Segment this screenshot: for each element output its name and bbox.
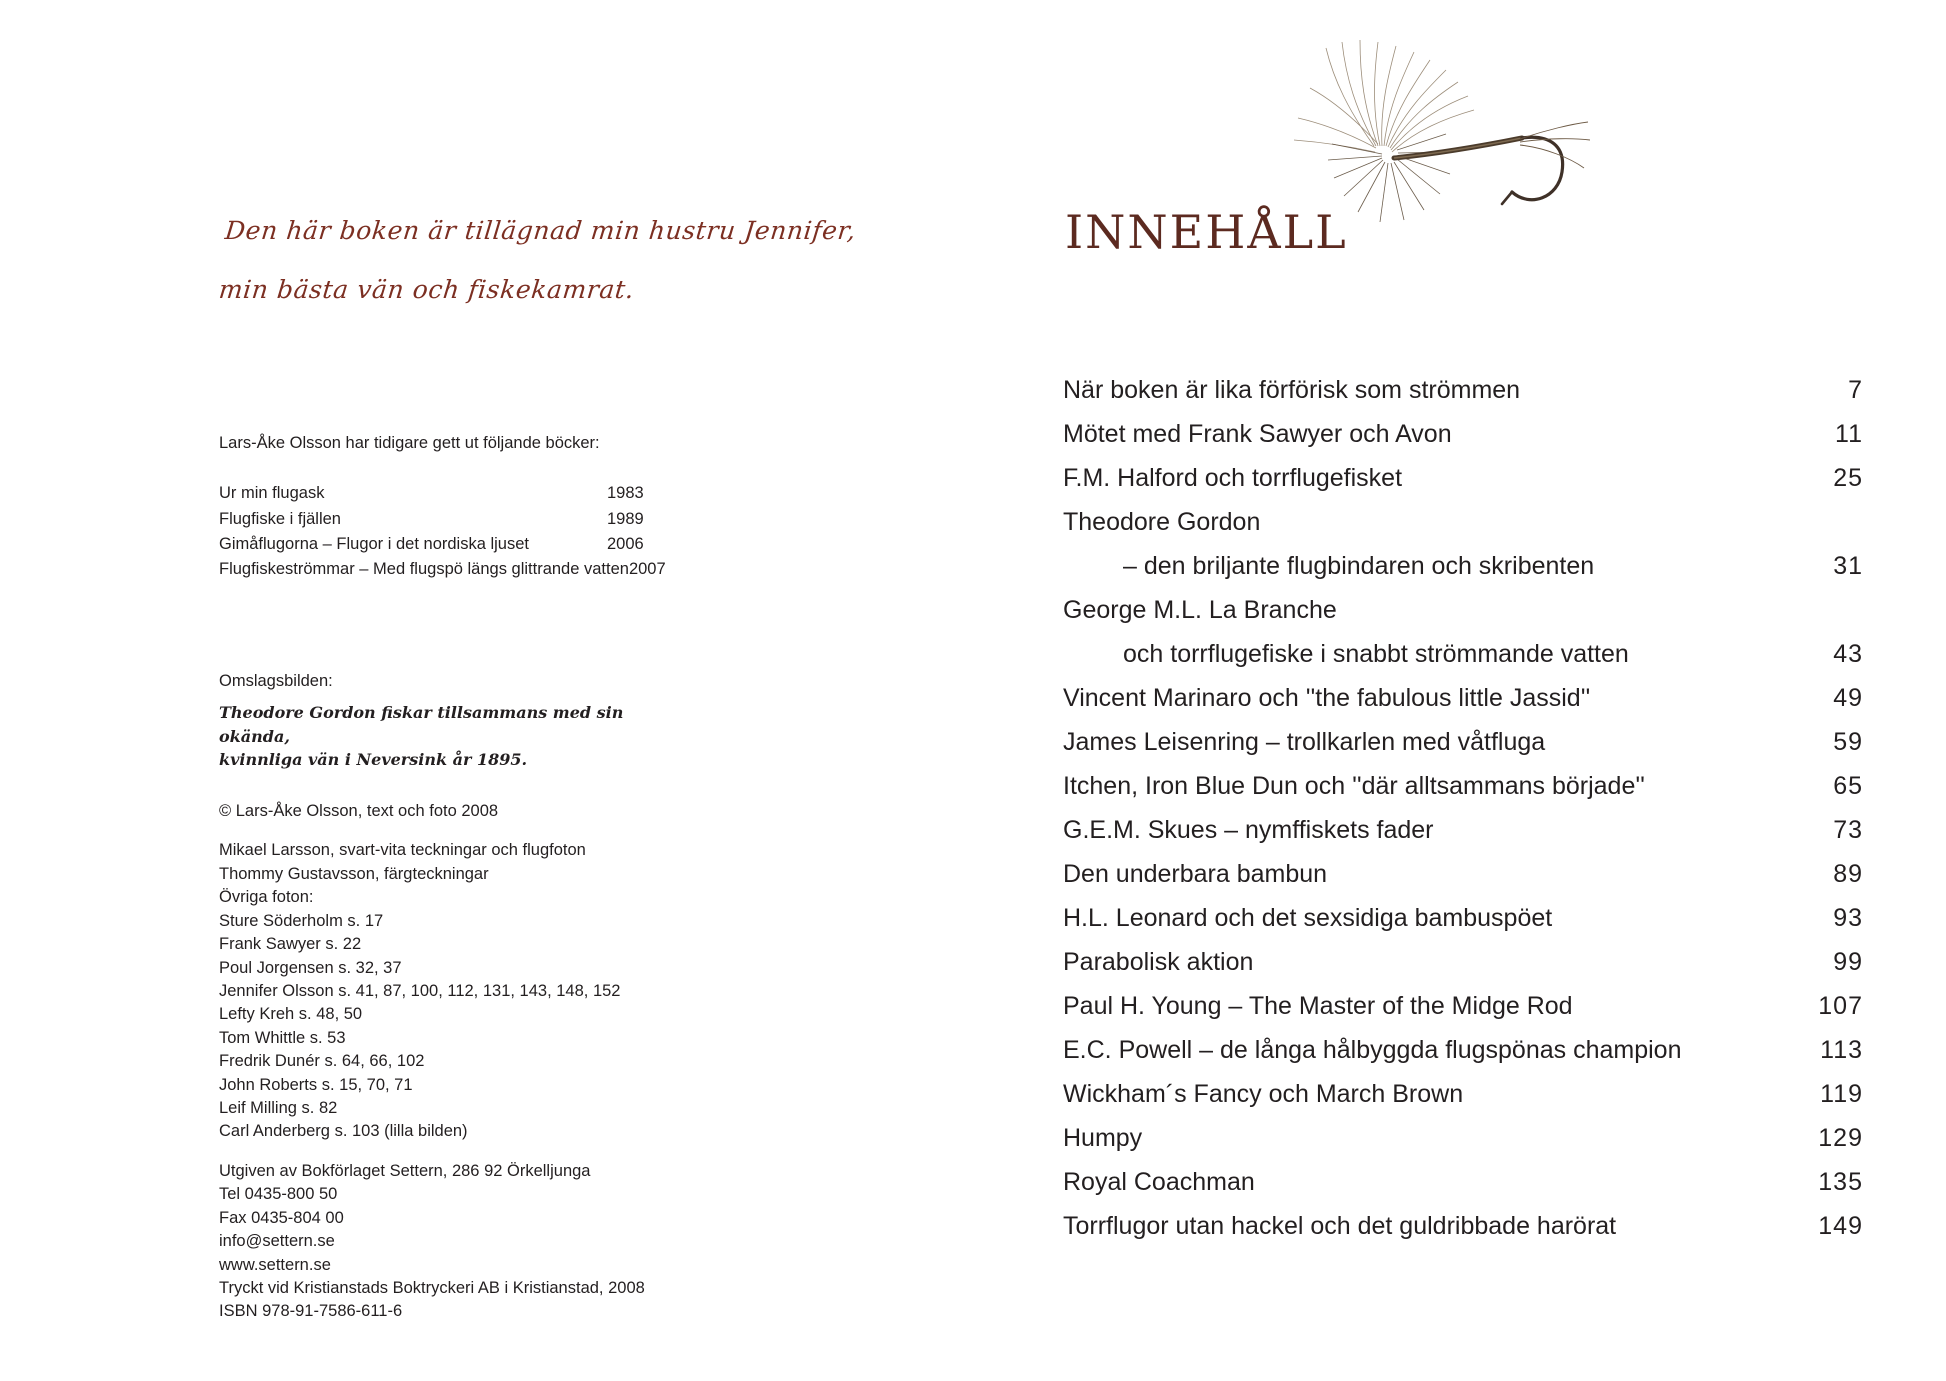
toc-entry-page: 113 <box>1820 1035 1863 1064</box>
photos-label: Övriga foton: <box>219 888 314 907</box>
book-list-item <box>219 557 666 582</box>
toc-entry-title: Mötet med Frank Sawyer och Avon <box>1063 419 1452 448</box>
toc-entry[interactable] <box>1063 456 1863 500</box>
photo-credit: Tom Whittle s. 53 <box>219 1028 346 1047</box>
toc-entry[interactable] <box>1063 940 1863 984</box>
photo-credit: Leif Milling s. 82 <box>219 1099 338 1118</box>
toc-entry-title: H.L. Leonard och det sexsidiga bambuspöet <box>1063 903 1553 932</box>
illustrator-line: Mikael Larsson, svart-vita teckningar och flugfoton <box>219 841 586 860</box>
toc-entry-page: 119 <box>1820 1079 1863 1108</box>
book-list-item <box>219 481 659 506</box>
book-year: 1983 <box>607 484 644 503</box>
right-page <box>973 0 1946 1381</box>
table-of-contents <box>1063 368 1863 1248</box>
toc-entry-title: Vincent Marinaro och ''the fabulous little Jassid'' <box>1063 683 1591 712</box>
toc-entry[interactable] <box>1063 984 1863 1028</box>
book-title: Flugfiske i fjällen <box>219 509 341 528</box>
toc-entry[interactable] <box>1063 632 1863 676</box>
book-year: 1989 <box>607 509 644 528</box>
toc-entry[interactable] <box>1063 588 1863 632</box>
toc-entry-title: E.C. Powell – de långa hålbyggda flugspönas champion <box>1063 1035 1682 1064</box>
publisher-line: Utgiven av Bokförlaget Settern, 286 92 Örkelljunga <box>219 1161 591 1180</box>
toc-entry-title: G.E.M. Skues – nymffiskets fader <box>1063 815 1434 844</box>
publisher-fax: Fax 0435-804 00 <box>219 1208 344 1227</box>
credits-block <box>219 800 779 1324</box>
publisher-website: www.settern.se <box>219 1255 331 1274</box>
toc-entry-title: James Leisenring – trollkarlen med våtfluga <box>1063 727 1546 756</box>
toc-entry-page: 107 <box>1818 991 1863 1020</box>
toc-entry-title: George M.L. La Branche <box>1063 595 1337 624</box>
toc-entry[interactable] <box>1063 1116 1863 1160</box>
toc-entry-page: 25 <box>1833 463 1863 492</box>
toc-entry[interactable] <box>1063 1028 1863 1072</box>
toc-entry-page: 135 <box>1818 1167 1863 1196</box>
toc-entry[interactable] <box>1063 676 1863 720</box>
page-title-text: INNEHÅLL <box>1065 205 1348 259</box>
toc-entry-title: Humpy <box>1063 1123 1143 1152</box>
publisher-email: info@settern.se <box>219 1232 335 1251</box>
toc-entry-title: Den underbara bambun <box>1063 859 1328 888</box>
photo-credit: Frank Sawyer s. 22 <box>219 935 362 954</box>
spacer <box>219 823 779 839</box>
page-title <box>1065 205 1348 259</box>
book-year: 2006 <box>607 534 644 553</box>
toc-entry-title: Theodore Gordon <box>1063 507 1261 536</box>
photo-credit: Fredrik Dunér s. 64, 66, 102 <box>219 1052 425 1071</box>
toc-entry-page: 65 <box>1833 771 1863 800</box>
toc-entry-page: 93 <box>1833 903 1863 932</box>
toc-entry-page: 73 <box>1833 815 1863 844</box>
toc-entry-title: – den briljante flugbindaren och skribenten <box>1123 551 1595 580</box>
photo-credit: Carl Anderberg s. 103 (lilla bilden) <box>219 1122 468 1141</box>
toc-entry-title: Royal Coachman <box>1063 1167 1255 1196</box>
toc-entry-page: 11 <box>1835 419 1863 448</box>
toc-entry-page: 7 <box>1848 375 1863 404</box>
cover-note-line-1: Theodore Gordon fiskar tillsammans med sin okända, <box>219 703 624 746</box>
toc-entry[interactable] <box>1063 500 1863 544</box>
illustrator-line: Thommy Gustavsson, färgteckningar <box>219 864 489 883</box>
toc-entry[interactable] <box>1063 368 1863 412</box>
toc-entry[interactable] <box>1063 896 1863 940</box>
photo-credit: Jennifer Olsson s. 41, 87, 100, 112, 131, 143, 148, 152 <box>219 981 621 1000</box>
toc-entry[interactable] <box>1063 412 1863 456</box>
toc-entry[interactable] <box>1063 544 1863 588</box>
toc-entry-title: Torrflugor utan hackel och det guldribbade harörat <box>1063 1211 1617 1240</box>
book-list-item <box>219 507 659 532</box>
toc-entry-page: 149 <box>1818 1211 1863 1240</box>
toc-entry[interactable] <box>1063 1160 1863 1204</box>
toc-entry[interactable] <box>1063 1204 1863 1248</box>
toc-entry-page: 59 <box>1833 727 1863 756</box>
isbn-line: ISBN 978-91-7586-611-6 <box>219 1302 403 1321</box>
book-title: Flugfiskeströmmar – Med flugspö längs glittrande vatten <box>219 559 629 578</box>
toc-entry[interactable] <box>1063 852 1863 896</box>
book-title: Ur min flugask <box>219 484 325 503</box>
previous-books-section <box>219 432 689 582</box>
toc-entry[interactable] <box>1063 1072 1863 1116</box>
toc-entry-title: När boken är lika förförisk som strömmen <box>1063 375 1521 404</box>
toc-entry-page: 49 <box>1833 683 1863 712</box>
toc-entry-title: Parabolisk aktion <box>1063 947 1254 976</box>
cover-note-label: Omslagsbilden: <box>219 672 333 690</box>
copyright-line: © Lars-Åke Olsson, text och foto 2008 <box>219 802 499 820</box>
dedication-text <box>217 212 858 310</box>
photo-credit: John Roberts s. 15, 70, 71 <box>219 1075 413 1094</box>
photo-credit: Lefty Kreh s. 48, 50 <box>219 1005 363 1024</box>
toc-entry-page: 43 <box>1833 639 1863 668</box>
toc-entry-title: F.M. Halford och torrflugefisket <box>1063 463 1403 492</box>
publisher-phone: Tel 0435-800 50 <box>219 1185 338 1204</box>
printer-line: Tryckt vid Kristianstads Boktryckeri AB i Kristianstad, 2008 <box>219 1279 645 1298</box>
dedication-line-2: min bästa vän och fiskekamrat. <box>217 274 636 304</box>
spacer <box>219 1144 779 1160</box>
toc-entry[interactable] <box>1063 720 1863 764</box>
toc-entry-page: 129 <box>1818 1123 1863 1152</box>
toc-entry[interactable] <box>1063 764 1863 808</box>
book-year: 2007 <box>628 559 666 578</box>
photo-credit: Poul Jorgensen s. 32, 37 <box>219 958 402 977</box>
toc-entry-page: 31 <box>1833 551 1863 580</box>
cover-note-line-2: kvinnliga vän i Neversink år 1895. <box>219 749 528 769</box>
toc-entry-title: och torrflugefiske i snabbt strömmande vatten <box>1123 639 1629 668</box>
dedication-line-1: Den här boken är tillägnad min hustru Jennifer, <box>223 216 858 245</box>
toc-entry-title: Wickham´s Fancy och March Brown <box>1063 1079 1464 1108</box>
cover-image-note <box>219 670 679 771</box>
book-list-item <box>219 532 659 557</box>
toc-entry-title: Itchen, Iron Blue Dun och ''där alltsammans började'' <box>1063 771 1645 800</box>
book-title: Gimåflugorna – Flugor i det nordiska ljuset <box>219 534 529 553</box>
toc-entry-page: 99 <box>1833 947 1863 976</box>
previous-books-intro: Lars-Åke Olsson har tidigare gett ut följande böcker: <box>219 434 600 452</box>
photo-credit: Sture Söderholm s. 17 <box>219 911 384 930</box>
toc-entry-page: 89 <box>1833 859 1863 888</box>
toc-entry-title: Paul H. Young – The Master of the Midge Rod <box>1063 991 1573 1020</box>
toc-entry[interactable] <box>1063 808 1863 852</box>
